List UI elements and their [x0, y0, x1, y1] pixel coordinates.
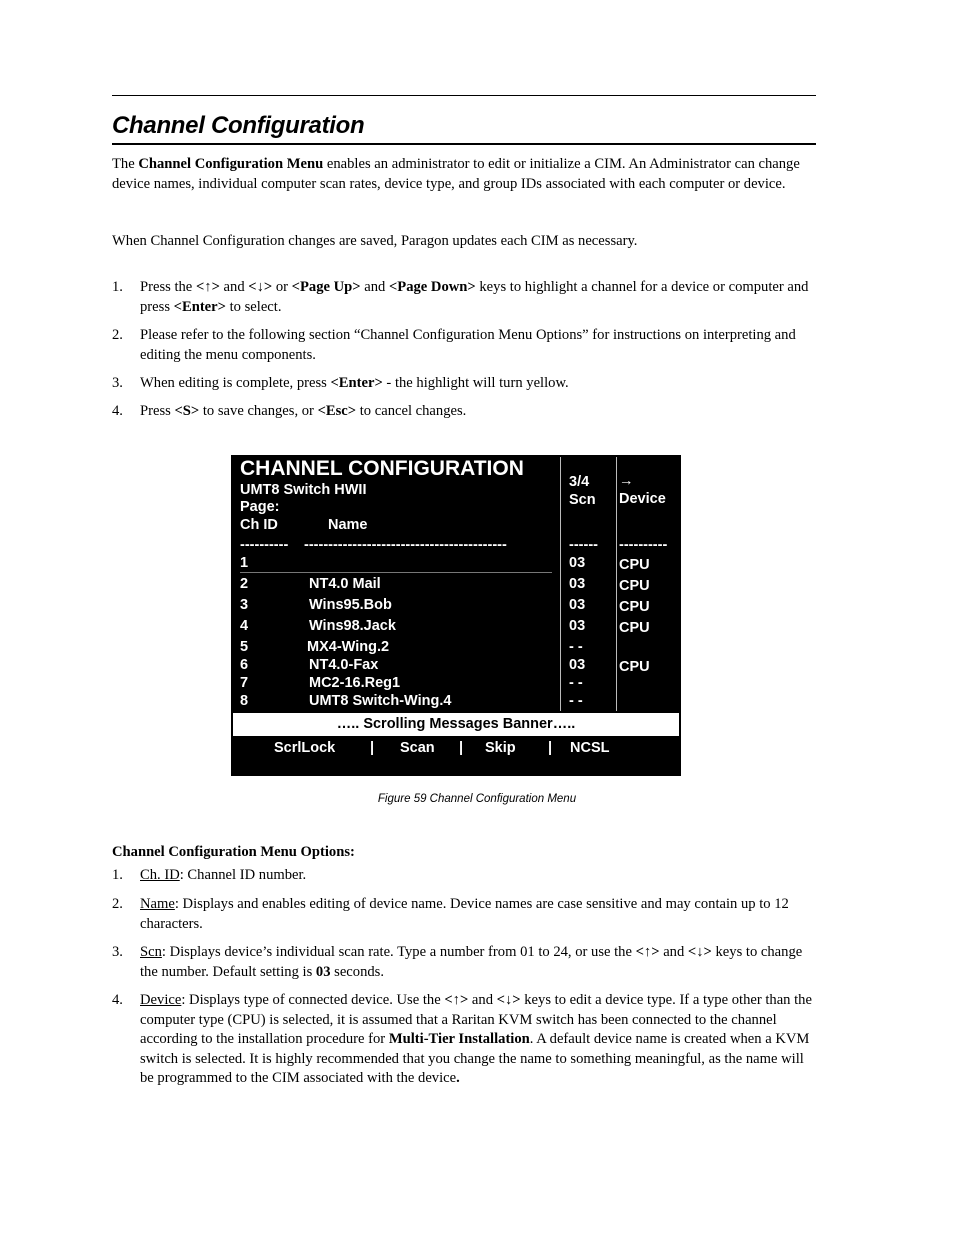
option-term: Scn: [140, 944, 162, 960]
step-item: [112, 278, 816, 317]
intro-paragraph: [112, 155, 816, 194]
step-text-part: Please refer to the following section “Channel Configuration Menu Options” for instructions on interpreting and editing the menu components.: [140, 327, 796, 363]
step-text: [140, 374, 816, 394]
intro-text-bold: Channel Configuration Menu: [138, 156, 324, 172]
row-device-name[interactable]: Wins98.Jack: [309, 618, 396, 634]
step-key: <Esc>: [317, 403, 357, 419]
step-text-part: keys to highlight a channel for a device or computer and press: [140, 279, 809, 315]
column-divider-scn: [560, 457, 561, 711]
step-text-part: and: [219, 279, 249, 295]
option-item: [112, 943, 816, 982]
option-bold: Multi-Tier Installation: [388, 1031, 530, 1047]
page-label: Page:: [240, 499, 280, 515]
option-text-part: . A default device name is created when a KVM switch is selected. It is highly recommended that you change the name to something meaningful, as the name will be programmed to the CIM associated with the device: [140, 1031, 810, 1086]
screen-title: CHANNEL CONFIGURATION: [240, 457, 524, 480]
page-title: Channel Configuration: [112, 112, 365, 139]
option-text-part: : Displays type of connected device. Use the: [181, 992, 445, 1008]
option-text: [140, 895, 816, 934]
row-device-name[interactable]: MX4-Wing.2: [307, 639, 390, 655]
row-scan-rate[interactable]: 03: [569, 618, 586, 634]
step-number: 2.: [112, 327, 123, 343]
col-header-ch-id: Ch ID: [240, 517, 278, 533]
option-term: Name: [140, 896, 175, 912]
option-bold: <↓>: [687, 944, 712, 960]
step-item: [112, 402, 816, 422]
option-text-part: : Displays device’s individual scan rate. Type a number from 01 to 24, or use the: [161, 944, 636, 960]
dash-scn: ------: [569, 537, 598, 553]
step-text-part: Press: [140, 403, 175, 419]
step-text-part: to select.: [225, 298, 282, 315]
step-number: 4.: [112, 403, 123, 419]
step-text: [140, 326, 816, 365]
option-term: Device: [140, 992, 182, 1008]
step-text-part: When editing is complete, press: [140, 375, 331, 391]
row-ch-id[interactable]: 1: [240, 555, 249, 571]
row-scan-rate[interactable]: - -: [569, 675, 583, 691]
step-key: <Enter>: [173, 298, 226, 315]
option-term: Ch. ID: [140, 867, 180, 883]
column-divider-device: [616, 457, 617, 711]
step-key: <Page Down>: [388, 279, 476, 295]
option-item: [112, 866, 816, 886]
option-text: [140, 866, 816, 886]
footer-sep-2: |: [459, 740, 464, 756]
step-number: 1.: [112, 279, 123, 295]
row-scan-rate[interactable]: - -: [569, 639, 583, 655]
step-number: 3.: [112, 375, 123, 391]
row-device-name[interactable]: NT4.0 Mail: [309, 576, 381, 592]
option-text-part: seconds.: [330, 963, 385, 980]
step-text-part: and: [360, 279, 389, 295]
channel-config-screen: [231, 455, 681, 776]
step-text-part: - the highlight will turn yellow.: [382, 375, 569, 391]
row-1-separator: [240, 572, 552, 573]
option-bold: 03: [315, 963, 331, 980]
row-device-name[interactable]: MC2-16.Reg1: [309, 675, 401, 691]
option-number: 4.: [112, 992, 123, 1008]
dash-ch: ----------: [240, 537, 289, 553]
option-bold: <↑>: [444, 992, 469, 1008]
intro-text-pre: The: [112, 156, 139, 172]
row-ch-id[interactable]: 4: [240, 618, 249, 634]
row-device-name[interactable]: UMT8 Switch-Wing.4: [309, 693, 452, 709]
row-ch-id[interactable]: 5: [240, 639, 249, 655]
step-key: <S>: [174, 403, 200, 419]
step-text: [140, 402, 816, 422]
col-header-name: Name: [328, 517, 368, 533]
scrolling-banner: ….. Scrolling Messages Banner…..: [233, 713, 679, 736]
step-key: <↓>: [248, 279, 273, 295]
title-underline: [112, 143, 816, 145]
option-text-part: keys to change the number. Default setting is: [140, 944, 803, 980]
col-header-scn: Scn: [569, 492, 596, 508]
option-bold: .: [456, 1070, 460, 1086]
row-scan-rate[interactable]: - -: [569, 693, 583, 709]
footer-ncsl[interactable]: NCSL: [570, 740, 610, 756]
scan-fraction: 3/4: [569, 474, 590, 490]
row-scan-rate[interactable]: 03: [569, 576, 586, 592]
intro-paragraph-2: When Channel Configuration changes are saved, Paragon updates each CIM as necessary.: [112, 233, 638, 249]
dash-device: ----------: [619, 537, 668, 553]
row-scan-rate[interactable]: 03: [569, 657, 586, 673]
option-text-part: and: [468, 992, 497, 1008]
step-key: <Page Up>: [291, 279, 361, 295]
row-device-name[interactable]: Wins95.Bob: [309, 597, 392, 613]
footer-scrllock[interactable]: ScrlLock: [274, 740, 336, 756]
footer-sep-3: |: [548, 740, 553, 756]
row-device-name[interactable]: NT4.0-Fax: [309, 657, 379, 673]
row-scan-rate[interactable]: 03: [569, 597, 586, 613]
header-rule: [112, 95, 816, 96]
option-number: 2.: [112, 896, 123, 912]
option-text-part: : Channel ID number.: [179, 867, 307, 883]
row-device-type[interactable]: CPU: [619, 620, 650, 636]
option-bold: <↓>: [496, 992, 521, 1008]
option-item: [112, 895, 816, 934]
row-device-type[interactable]: CPU: [619, 557, 650, 573]
right-arrow-icon: →: [619, 473, 634, 489]
step-text: [140, 278, 816, 317]
footer-skip[interactable]: Skip: [485, 740, 516, 756]
row-scan-rate[interactable]: 03: [569, 555, 586, 571]
step-text-part: to save changes, or: [199, 403, 318, 419]
step-text-part: to cancel changes.: [356, 403, 467, 419]
option-item: [112, 991, 816, 1089]
step-item: [112, 374, 816, 394]
row-ch-id[interactable]: 6: [240, 657, 249, 673]
footer-sep-1: |: [370, 740, 375, 756]
dash-name: ------------------------------------------: [304, 537, 507, 553]
option-number: 3.: [112, 944, 123, 960]
options-heading: Channel Configuration Menu Options:: [112, 844, 355, 860]
option-bold: <↑>: [635, 944, 660, 960]
step-key: <Enter>: [330, 375, 383, 391]
option-number: 1.: [112, 867, 123, 883]
step-item: [112, 326, 816, 365]
screen-subtitle: UMT8 Switch HWII: [240, 482, 367, 498]
figure-caption: Figure 59 Channel Configuration Menu: [377, 793, 577, 805]
row-device-type[interactable]: CPU: [619, 599, 650, 615]
option-text-part: and: [659, 944, 688, 960]
option-text-part: : Displays and enables editing of device name. Device names are case sensitive and may contain up to 12 characters.: [140, 896, 789, 932]
footer-scan[interactable]: Scan: [400, 740, 435, 756]
col-header-device: Device: [619, 491, 666, 507]
step-text-part: Press the: [140, 279, 196, 295]
step-text-part: or: [272, 279, 292, 295]
option-text: [140, 991, 816, 1089]
row-device-type[interactable]: CPU: [619, 578, 650, 594]
row-ch-id[interactable]: 2: [240, 576, 249, 592]
row-ch-id[interactable]: 3: [240, 597, 249, 613]
step-key: <↑>: [195, 279, 220, 295]
option-text-part: keys to edit a device type. If a type other than the computer type (CPU) is selected, it is assumed that a Raritan KVM switch has been connected to the channel according to the installation procedure for: [140, 992, 812, 1047]
intro-text-post: enables an administrator to edit or initialize a CIM. An Administrator can change device names, individual computer scan rates, device type, and group IDs associated with each computer or device.: [112, 156, 800, 192]
option-text: [140, 943, 816, 982]
row-ch-id[interactable]: 8: [240, 693, 249, 709]
row-device-type[interactable]: CPU: [619, 659, 650, 675]
row-ch-id[interactable]: 7: [240, 675, 249, 691]
